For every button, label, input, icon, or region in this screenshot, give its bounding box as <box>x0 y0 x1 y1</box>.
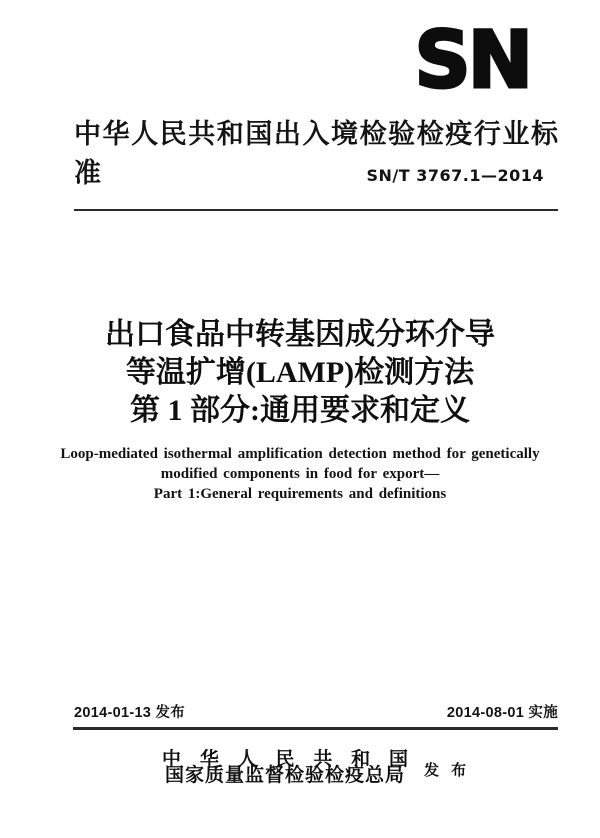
main-title-cn-line2: 等温扩增(LAMP)检测方法 <box>125 356 475 389</box>
publisher-name-line1: 中华人民共和国 <box>162 749 408 770</box>
main-title-en-line2: modified components in food for export— <box>160 466 440 482</box>
issue-date: 2014-01-13 发布 <box>74 705 186 721</box>
header-divider-rule <box>74 209 558 211</box>
main-title-en-line3: Part 1:General requirements and definitions <box>153 486 447 502</box>
date-row <box>74 701 558 722</box>
sn-logo: SN <box>414 16 530 106</box>
main-title-en <box>0 444 600 504</box>
main-title-cn-line3: 第 1 部分:通用要求和定义 <box>130 394 470 427</box>
main-title-en-line1: Loop-mediated isothermal amplification detection method for genetically <box>60 446 540 462</box>
publisher-block <box>162 749 408 786</box>
main-title-cn-line1: 出口食品中转基因成分环介导 <box>105 318 495 351</box>
main-title-cn <box>0 316 600 430</box>
implement-date: 2014-08-01 实施 <box>446 705 558 721</box>
publish-label: 发 布 <box>424 762 471 779</box>
standard-number: SN/T 3767.1—2014 <box>366 166 544 185</box>
footer-divider-rule <box>73 727 558 730</box>
publisher-name-line2: 国家质量监督检验检疫总局 <box>164 765 405 786</box>
standard-class-title: 中华人民共和国出入境检验检疫行业标准 <box>74 119 558 188</box>
